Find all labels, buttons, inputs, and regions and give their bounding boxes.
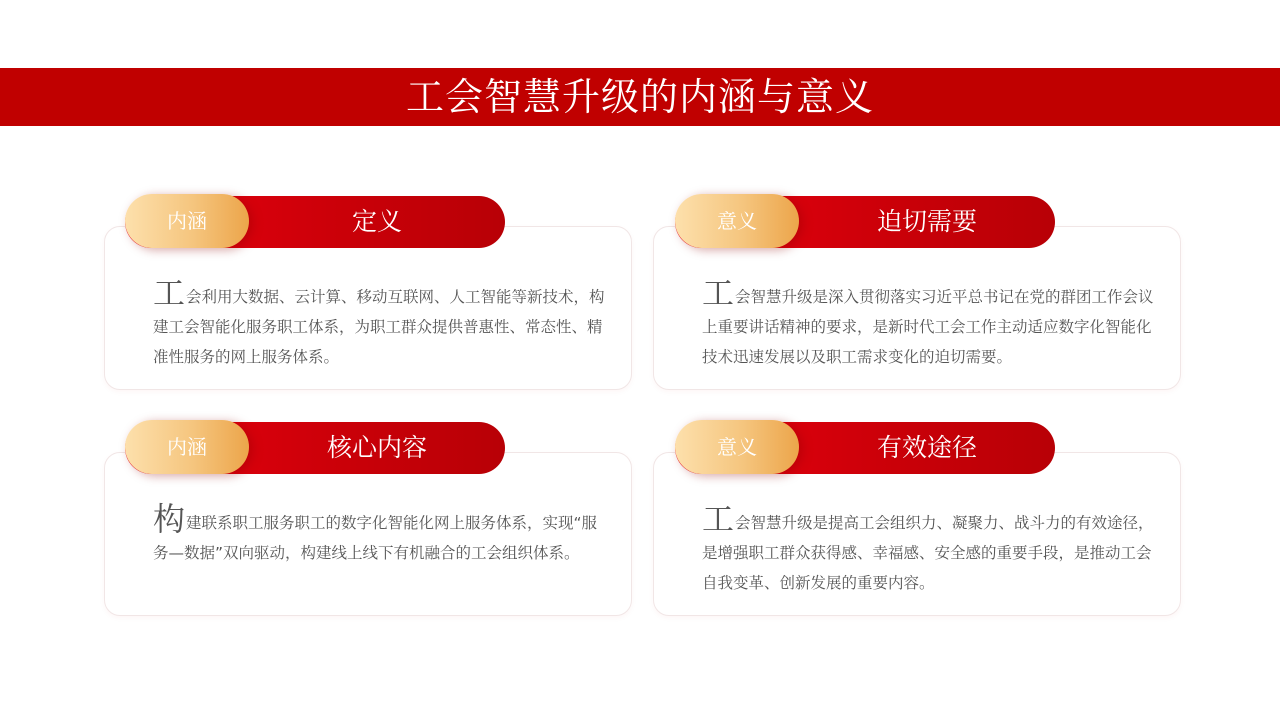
title-bar [0,68,1280,126]
card-text: 会利用大数据、云计算、移动互联网、人工智能等新技术，构建工会智能化服务职工体系，为职工群众提供普惠性、常态性、精准性服务的网上服务体系。 [153,288,605,366]
badge-tag: 意义 [717,209,757,233]
card-text: 建联系职工服务职工的数字化智能化网上服务体系，实现“服务—数据”双向驱动，构建线上线下有机融合的工会组织体系。 [153,514,598,562]
card-body [702,274,1158,372]
drop-cap: 构 [153,500,186,538]
page-title: 工会智慧升级的内涵与意义 [405,75,874,119]
badge-label: 定义 [351,207,402,236]
card-definition [104,226,632,390]
badge-core-content [125,420,505,472]
badge-effective-path [675,420,1055,472]
card-effective-path [653,452,1181,616]
card-text: 会智慧升级是深入贯彻落实习近平总书记在党的群团工作会议上重要讲话精神的要求，是新时代工会工作主动适应数字化智能化技术迅速发展以及职工需求变化的迫切需要。 [702,288,1154,366]
badge-label: 迫切需要 [876,207,977,236]
card-body [153,274,609,372]
badge-definition [125,194,505,246]
card-core-content [104,452,632,616]
badge-label: 有效途径 [876,433,977,462]
drop-cap: 工 [702,500,735,538]
drop-cap: 工 [702,274,735,312]
badge-label: 核心内容 [326,433,427,462]
card-urgent-need [653,226,1181,390]
badge-tag: 内涵 [167,209,207,233]
badge-tag: 意义 [717,435,757,459]
card-body [702,500,1158,598]
card-body [153,500,609,568]
badge-urgent-need [675,194,1055,246]
badge-tag: 内涵 [167,435,207,459]
drop-cap: 工 [153,274,186,312]
card-text: 会智慧升级是提高工会组织力、凝聚力、战斗力的有效途径，是增强职工群众获得感、幸福感、安全感的重要手段，是推动工会自我变革、创新发展的重要内容。 [702,514,1154,592]
